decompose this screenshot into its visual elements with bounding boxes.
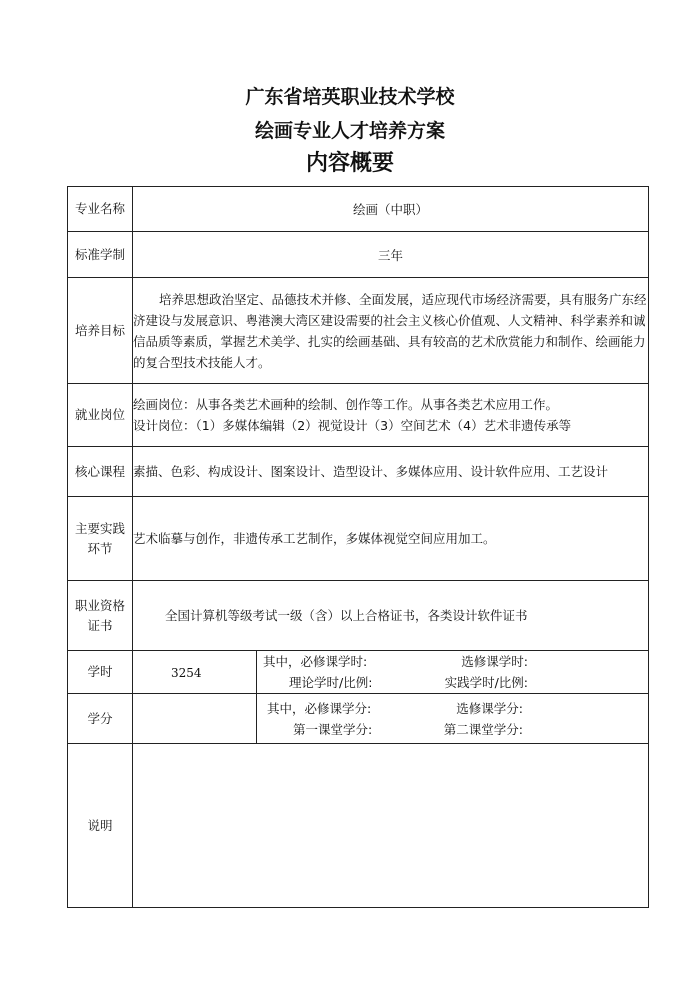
notes-value xyxy=(133,744,649,908)
practice-label-line2: 环节 xyxy=(87,540,113,556)
jobs-line-design: 设计岗位：（1）多媒体编辑（2）视觉设计（3）空间艺术（4）艺术非遗传承等 xyxy=(133,418,572,433)
cert-label-line1: 职业资格 xyxy=(74,597,125,613)
row-practice xyxy=(68,497,649,581)
duration-value: 三年 xyxy=(133,232,649,278)
credits-required: 其中，必修课学分: xyxy=(267,700,372,716)
hours-line1 xyxy=(263,651,528,672)
row-certificate xyxy=(68,581,649,651)
credits-second-class: 第二课堂学分: xyxy=(443,721,524,737)
row-notes xyxy=(68,744,649,908)
hours-total-cell xyxy=(133,651,257,694)
core-label: 核心课程 xyxy=(68,447,133,497)
cert-label xyxy=(68,581,133,651)
jobs-label: 就业岗位 xyxy=(68,384,133,447)
credits-label: 学分 xyxy=(68,694,133,744)
goal-value: 培养思想政治坚定、品德技术并修、全面发展，适应现代市场经济需要，具有服务广东经济建设与发展意识、粤港澳大湾区建设需要的社会主义核心价值观、人文精神、科学素养和诚信品质等素质，掌握艺术美学、扎实的绘画基础、具有较高的艺术欣赏能力和制作、绘画能力的复合型技术技能人才。 xyxy=(133,291,647,370)
hours-label: 学时 xyxy=(68,651,133,694)
credits-breakdown-cell xyxy=(257,694,649,744)
row-hours xyxy=(68,651,649,694)
hours-elective: 选修课学时: xyxy=(461,654,529,669)
credits-line2 xyxy=(267,719,523,740)
school-title: 广东省培英职业技术学校 xyxy=(245,86,455,108)
row-core-courses xyxy=(68,447,649,497)
program-summary-table xyxy=(67,186,649,908)
credits-elective: 选修课学分: xyxy=(456,700,524,716)
jobs-cell xyxy=(133,384,649,447)
row-major-name xyxy=(68,187,649,232)
row-goal xyxy=(68,278,649,384)
goal-cell xyxy=(133,278,649,384)
goal-label: 培养目标 xyxy=(68,278,133,384)
summary-title: 内容概要 xyxy=(305,151,394,176)
practice-label xyxy=(68,497,133,581)
cert-label-line2: 证书 xyxy=(87,617,113,633)
notes-label: 说明 xyxy=(68,744,133,908)
program-title: 绘画专业人才培养方案 xyxy=(254,120,445,142)
cert-value: 全国计算机等级考试一级（含）以上合格证书，各类设计软件证书 xyxy=(133,581,649,651)
hours-theory: 理论学时/比例: xyxy=(289,675,373,690)
row-credits xyxy=(68,694,649,744)
practice-value: 艺术临摹与创作，非遗传承工艺制作，多媒体视觉空间应用加工。 xyxy=(133,497,649,581)
credits-line1 xyxy=(267,698,523,719)
hours-practice: 实践学时/比例: xyxy=(444,675,529,690)
row-duration xyxy=(68,232,649,278)
jobs-line-painting: 绘画岗位：从事各类艺术画种的绘制、创作等工作。从事各类艺术应用工作。 xyxy=(133,397,559,412)
duration-label: 标准学制 xyxy=(68,232,133,278)
hours-required: 其中，必修课学时: xyxy=(263,654,368,669)
hours-line2 xyxy=(263,672,528,693)
credits-total-cell xyxy=(133,694,257,744)
practice-label-line1: 主要实践 xyxy=(74,520,125,536)
major-name-label: 专业名称 xyxy=(68,187,133,232)
hours-total: 3254 xyxy=(171,665,202,680)
major-name-value: 绘画（中职） xyxy=(133,187,649,232)
core-value: 素描、色彩、构成设计、图案设计、造型设计、多媒体应用、设计软件应用、工艺设计 xyxy=(133,447,649,497)
row-jobs xyxy=(68,384,649,447)
hours-breakdown-cell xyxy=(257,651,649,694)
credits-first-class: 第一课堂学分: xyxy=(293,721,373,737)
